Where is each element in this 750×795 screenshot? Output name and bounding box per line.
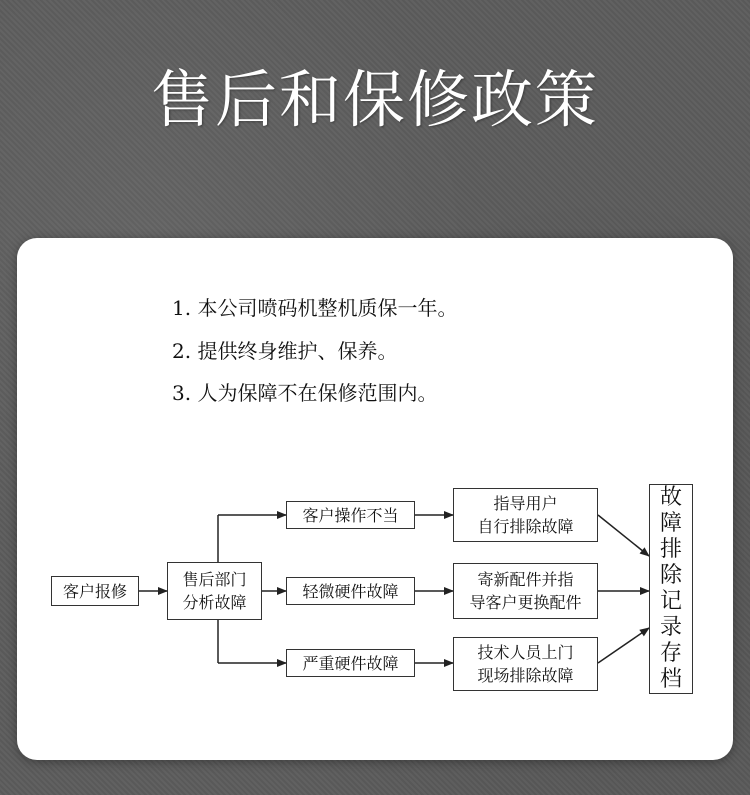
analysis-node bbox=[167, 562, 262, 620]
issue-node-1: 客户操作不当 bbox=[286, 501, 415, 529]
policy-item-1: 1. 本公司喷码机整机质保一年。 bbox=[172, 296, 458, 320]
action-node-2-line-1: 寄新配件并指 bbox=[477, 570, 574, 589]
start-node: 客户报修 bbox=[51, 576, 139, 606]
archive-char-2: 障 bbox=[659, 511, 682, 536]
issue-node-2: 轻微硬件故障 bbox=[286, 577, 415, 605]
action-node-1 bbox=[453, 488, 598, 542]
archive-char-7: 存 bbox=[659, 641, 682, 666]
archive-char-3: 排 bbox=[659, 537, 682, 562]
action-node-2-line-2: 导客户更换配件 bbox=[469, 593, 582, 612]
archive-char-4: 除 bbox=[659, 563, 682, 588]
action-node-3-line-2: 现场排除故障 bbox=[477, 666, 574, 685]
archive-char-5: 记 bbox=[659, 589, 682, 614]
archive-char-8: 档 bbox=[659, 667, 682, 692]
archive-node bbox=[649, 484, 693, 694]
policy-item-3: 3. 人为保障不在保修范围内。 bbox=[172, 381, 438, 405]
analysis-node-line-1: 售后部门 bbox=[182, 570, 247, 589]
analysis-node-line-2: 分析故障 bbox=[182, 593, 247, 612]
action-node-3 bbox=[453, 637, 598, 691]
page-title: 售后和保修政策 bbox=[150, 63, 599, 136]
issue-node-3: 严重硬件故障 bbox=[286, 649, 415, 677]
policy-item-2: 2. 提供终身维护、保养。 bbox=[172, 339, 398, 363]
action-node-2 bbox=[453, 563, 598, 619]
action-node-3-line-1: 技术人员上门 bbox=[477, 643, 574, 662]
archive-char-6: 录 bbox=[659, 615, 682, 640]
action-node-1-line-2: 自行排除故障 bbox=[477, 517, 574, 536]
archive-char-1: 故 bbox=[659, 485, 682, 510]
action-node-1-line-1: 指导用户 bbox=[493, 494, 558, 513]
